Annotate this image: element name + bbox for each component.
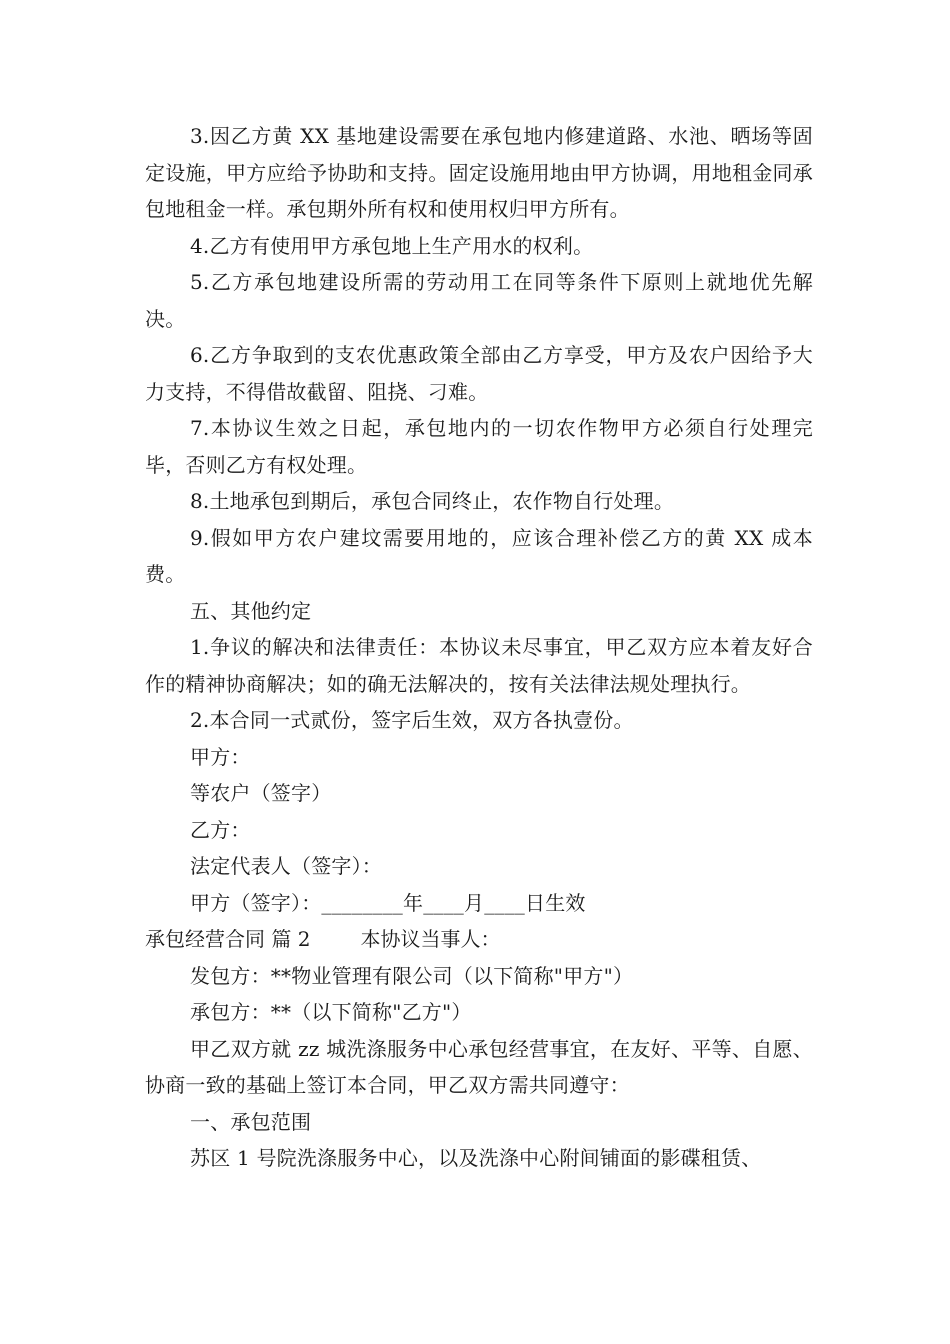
paragraph-dispute-resolution: 1.争议的解决和法律责任：本协议未尽事宜，甲乙双方应本着友好合作的精神协商解决；如的确无法解决的，按有关法律法规处理执行。	[145, 635, 813, 696]
effective-date-line: 甲方（签字）：________年____月____日生效	[190, 890, 586, 915]
party-b-label: 乙方：	[190, 817, 251, 842]
paragraph-clause-8: 8.土地承包到期后，承包合同终止，农作物自行处理。	[190, 489, 675, 513]
contractor-party-line: 承包方：**（以下简称"乙方"）	[190, 1000, 472, 1024]
paragraph-clause-3: 3.因乙方黄 XX 基地建设需要在承包地内修建道路、水池、晒场等固定设施，甲方应给予协助和支持。固定设施用地由甲方协调，用地租金同承包地租金一样。承包期外所有权和使用权归甲方所有。	[145, 124, 813, 221]
paragraph-clause-9: 9.假如甲方农户建坟需要用地的，应该合理补偿乙方的黄 XX 成本费。	[145, 525, 813, 586]
paragraph-clause-6: 6.乙方争取到的支农优惠政策全部由乙方享受，甲方及农户因给予大力支持，不得借故截留、阻挠、刁难。	[145, 343, 813, 404]
contract-parties-intro: 本协议当事人：	[360, 927, 501, 951]
paragraph-copies: 2.本合同一式贰份，签字后生效，双方各执壹份。	[190, 708, 634, 732]
contract-section-2-heading	[145, 921, 813, 958]
section-heading-scope: 一、承包范围	[190, 1109, 312, 1134]
paragraph-clause-4: 4.乙方有使用甲方承包地上生产用水的权利。	[190, 233, 594, 258]
legal-representative-signature-label: 法定代表人（签字）：	[190, 854, 382, 878]
document-body	[145, 118, 813, 1177]
paragraph-scope-detail: 苏区 1 号院洗涤服务中心，以及洗涤中心附间铺面的影碟租赁、	[190, 1146, 762, 1170]
employer-party-line: 发包方：**物业管理有限公司（以下简称"甲方"）	[190, 963, 634, 988]
section-heading-other-terms: 五、其他约定	[190, 598, 312, 623]
paragraph-clause-7: 7.本协议生效之日起，承包地内的一切农作物甲方必须自行处理完毕，否则乙方有权处理。	[145, 416, 813, 477]
contract-section-2-title: 承包经营合同 篇 2	[145, 927, 311, 951]
paragraph-clause-5: 5.乙方承包地建设所需的劳动用工在同等条件下原则上就地优先解决。	[145, 270, 813, 331]
farmers-signature-label: 等农户（签字）	[190, 781, 332, 805]
party-a-label: 甲方：	[190, 744, 251, 769]
paragraph-agreement-basis: 甲乙双方就 zz 城洗涤服务中心承包经营事宜，在友好、平等、自愿、协商一致的基础上签订本合同，甲乙双方需共同遵守：	[145, 1036, 813, 1097]
